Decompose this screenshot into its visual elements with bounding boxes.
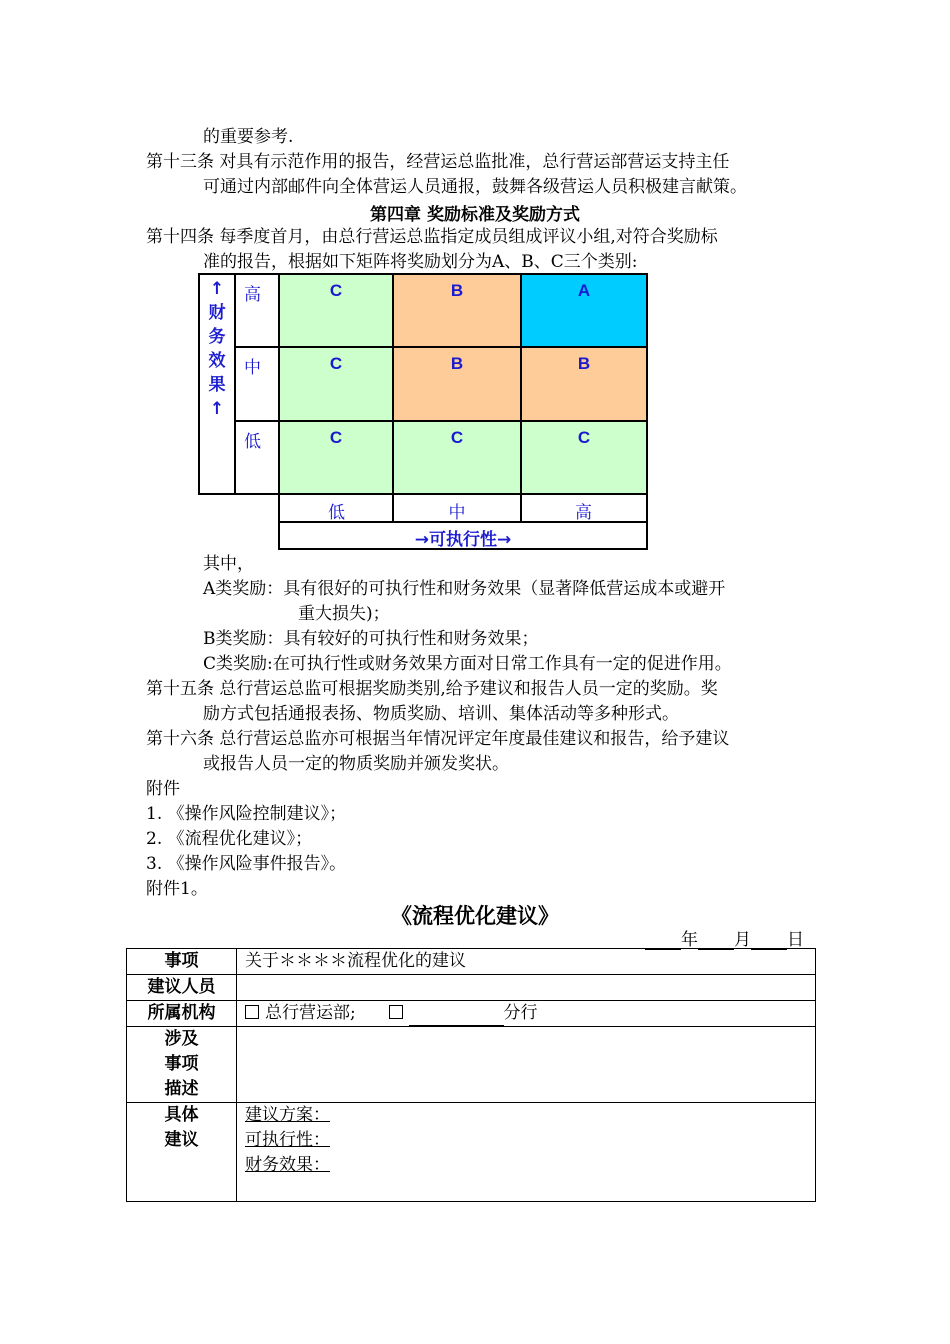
matrix-cell xyxy=(520,273,648,348)
branch-name-blank[interactable] xyxy=(409,1008,504,1026)
grade-a-desc-cont: 重大损失)； xyxy=(298,604,390,624)
y-axis-arrow-up-icon: ↑ xyxy=(209,279,225,299)
grade-label: C xyxy=(577,428,591,447)
description-label xyxy=(127,1027,237,1103)
hq-checkbox[interactable] xyxy=(245,1005,259,1019)
grade-label: B xyxy=(450,354,464,373)
suggestion-field[interactable] xyxy=(237,1103,816,1202)
item-value[interactable]: 关于＊＊＊＊流程优化的建议 xyxy=(237,949,816,975)
year-label: 年 xyxy=(681,930,698,950)
x-level-low xyxy=(278,493,394,522)
attachment-item: 3. 《操作风险事件报告》。 xyxy=(146,854,347,874)
explanation-intro: 其中， xyxy=(203,554,254,574)
y-axis-box xyxy=(198,273,236,495)
attachment-item: 1. 《操作风险控制建议》； xyxy=(146,804,347,824)
x-level-label: 低 xyxy=(328,503,345,523)
attachments-heading: 附件 xyxy=(146,779,180,799)
matrix-cell xyxy=(392,420,522,495)
proposer-label: 建议人员 xyxy=(127,975,237,1001)
form-row-item xyxy=(127,949,816,975)
item-label: 事项 xyxy=(127,949,237,975)
suggestion-label-line: 具体 xyxy=(164,1105,199,1125)
form-title: 《流程优化建议》 xyxy=(391,904,559,928)
org-label: 所属机构 xyxy=(127,1001,237,1027)
y-level-mid xyxy=(234,346,280,422)
y-axis-arrow-icon: ↑ xyxy=(209,399,225,419)
description-label-line: 事项 xyxy=(164,1054,199,1074)
suggestion-form xyxy=(126,948,816,1202)
day-label: 日 xyxy=(787,930,804,950)
feasibility-label: 可执行性： xyxy=(245,1130,330,1150)
y-level-low xyxy=(234,420,280,495)
y-level-label: 高 xyxy=(244,285,261,305)
x-level-mid xyxy=(392,493,522,522)
form-row-suggestion xyxy=(127,1103,816,1202)
y-axis-char: 果 xyxy=(208,375,226,395)
hq-label: 总行营运部; xyxy=(265,1003,356,1023)
y-level-high xyxy=(234,273,280,348)
grade-label: C xyxy=(329,281,343,300)
x-level-label: 高 xyxy=(575,503,592,523)
y-level-label: 中 xyxy=(244,358,261,378)
x-axis-label: →可执行性→ xyxy=(414,530,512,550)
grade-a-desc: A类奖励：具有很好的可执行性和财务效果（显著降低营运成本或避开 xyxy=(203,579,726,599)
description-label-line: 涉及 xyxy=(164,1029,199,1049)
date-line xyxy=(645,925,804,950)
y-axis-char: 务 xyxy=(208,327,226,347)
proposer-field[interactable] xyxy=(237,975,816,1001)
y-axis-char: 财 xyxy=(208,303,226,323)
grade-label: B xyxy=(577,354,591,373)
article15-line-2: 励方式包括通报表扬、物质奖励、培训、集体活动等多种形式。 xyxy=(203,704,679,724)
suggestion-label-line: 建议 xyxy=(164,1130,199,1150)
month-label: 月 xyxy=(734,930,751,950)
article13-line-2: 可通过内部邮件向全体营运人员通报，鼓舞各级营运人员积极建言献策。 xyxy=(203,177,747,197)
matrix-cell xyxy=(278,273,394,348)
description-label-line: 描述 xyxy=(164,1079,199,1099)
y-level-label: 低 xyxy=(244,432,261,452)
form-row-proposer xyxy=(127,975,816,1001)
article13-line-1: 第十三条 对具有示范作用的报告，经营运总监批准，总行营运部营运支持主任 xyxy=(146,152,730,172)
intro-line-1: 的重要参考. xyxy=(203,127,294,147)
branch-checkbox[interactable] xyxy=(389,1005,403,1019)
attachment-1-label: 附件1。 xyxy=(146,879,208,899)
article16-line-1: 第十六条 总行营运总监亦可根据当年情况评定年度最佳建议和报告，给予建议 xyxy=(146,729,730,749)
grade-label: B xyxy=(450,281,464,300)
grade-b-desc: B类奖励：具有较好的可执行性和财务效果； xyxy=(203,629,539,649)
org-field xyxy=(237,1001,816,1027)
matrix-cell xyxy=(278,346,394,422)
article14-line-2: 准的报告，根据如下矩阵将奖励划分为A、B、C三个类别: xyxy=(203,252,638,272)
matrix-cell xyxy=(392,273,522,348)
matrix-cell xyxy=(392,346,522,422)
x-level-high xyxy=(520,493,648,522)
grade-c-desc: C类奖励:在可执行性或财务效果方面对日常工作具有一定的促进作用。 xyxy=(203,654,732,674)
description-field[interactable] xyxy=(237,1027,816,1103)
matrix-cell xyxy=(520,420,648,495)
y-axis-label xyxy=(200,277,234,421)
article15-line-1: 第十五条 总行营运总监可根据奖励类别,给予建议和报告人员一定的奖励。奖 xyxy=(146,679,718,699)
attachment-item: 2. 《流程优化建议》； xyxy=(146,829,313,849)
matrix-cell xyxy=(520,346,648,422)
grade-label: C xyxy=(450,428,464,447)
financial-effect-label: 财务效果： xyxy=(245,1155,330,1175)
suggestion-label xyxy=(127,1103,237,1202)
form-row-org xyxy=(127,1001,816,1027)
plan-label: 建议方案： xyxy=(245,1105,330,1125)
matrix-cell xyxy=(278,420,394,495)
form-row-description xyxy=(127,1027,816,1103)
grade-label: C xyxy=(329,354,343,373)
x-axis-box xyxy=(278,521,648,550)
chapter-title: 第四章 奖励标准及奖励方式 xyxy=(370,205,580,225)
branch-label: 分行 xyxy=(503,1003,538,1023)
y-axis-char: 效 xyxy=(208,351,226,371)
grade-label: A xyxy=(577,281,591,300)
article14-line-1: 第十四条 每季度首月，由总行营运总监指定成员组成评议小组,对符合奖励标 xyxy=(146,227,718,247)
article16-line-2: 或报告人员一定的物质奖励并颁发奖状。 xyxy=(203,754,509,774)
grade-label: C xyxy=(329,428,343,447)
x-level-label: 中 xyxy=(448,503,466,523)
